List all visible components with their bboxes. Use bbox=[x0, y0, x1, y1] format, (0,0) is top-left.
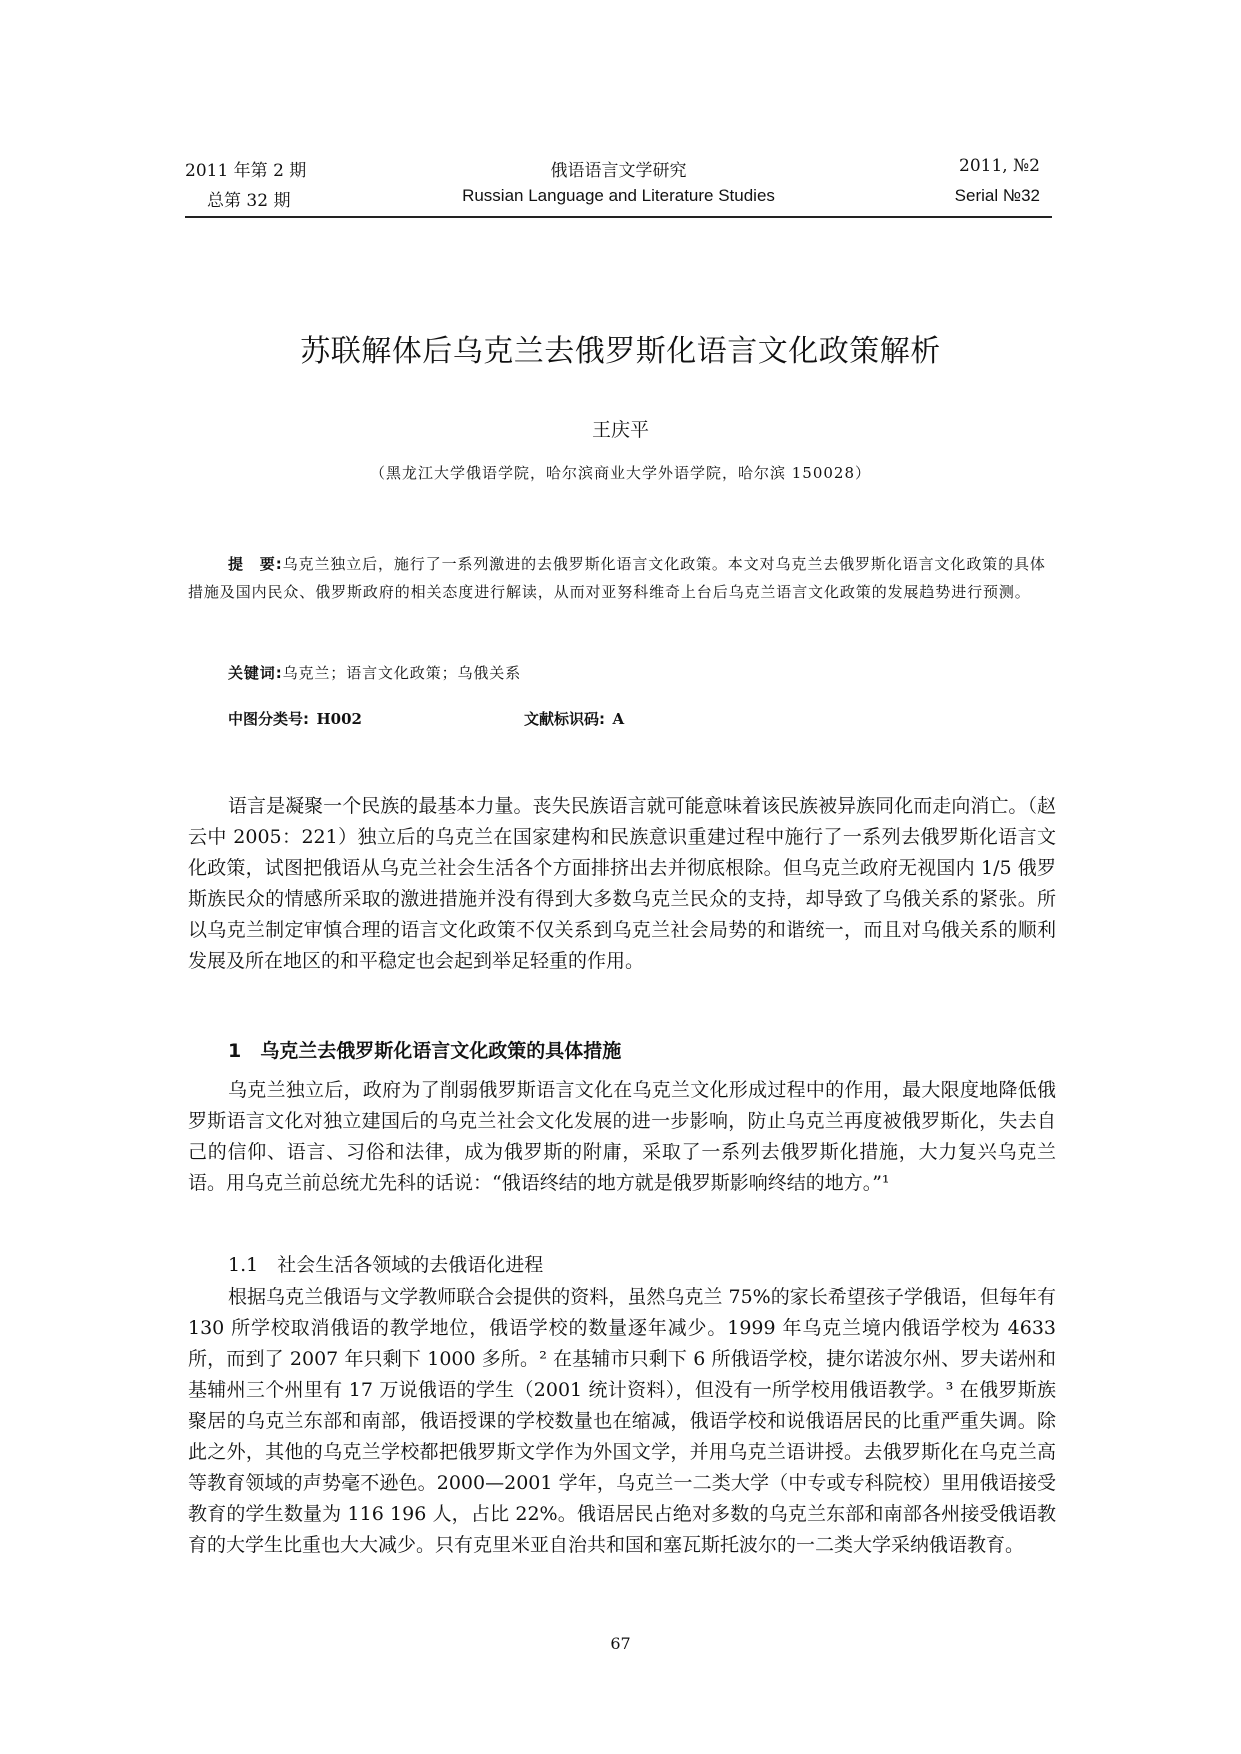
journal-header bbox=[185, 154, 1052, 218]
document-code bbox=[524, 708, 624, 729]
section-1-paragraph: 乌克兰独立后，政府为了削弱俄罗斯语言文化在乌克兰文化形成过程中的作用，最大限度地降低俄罗斯语言文化对独立建国后的乌克兰社会文化发展的进一步影响，防止乌克兰再度被俄罗斯化，失去自己的信仰、语言、习俗和法律，成为俄罗斯的附庸，采取了一系列去俄罗斯化措施，大力复兴乌克兰语。用乌克兰前总统尤先科的话说：“俄语终结的地方就是俄罗斯影响终结的地方。”¹ bbox=[188, 1079, 1056, 1194]
journal-name-en: Russian Language and Literature Studies bbox=[462, 186, 775, 205]
header-row-2 bbox=[185, 186, 1052, 216]
issue-cn: 2011 年第 2 期 bbox=[185, 161, 307, 181]
serial-cn: 总第 32 期 bbox=[207, 191, 291, 211]
issue-en: 2011, №2 bbox=[959, 156, 1040, 176]
serial-en: Serial №32 bbox=[954, 186, 1040, 205]
subsection-1-1-heading: 1.1 社会生活各领域的去俄语化进程 bbox=[228, 1254, 544, 1276]
subsection-1-1-paragraph: 根据乌克兰俄语与文学教师联合会提供的资料，虽然乌克兰 75%的家长希望孩子学俄语，但每年有 130 所学校取消俄语的教学地位，俄语学校的数量逐年减少。1999 年乌克兰境内俄语学校为 4633 所，而到了 2007 年只剩下 1000 多所。² 在基辅市只剩下 6 所俄语学校，捷尔诺波尔州、罗夫诺州和基辅州三个州里有 17 万说俄语的学生（2001 统计资料），但没有一所学校用俄语教学。³ 在俄罗斯族聚居的乌克兰东部和南部，俄语授课的学校数量也在缩减，俄语学校和说俄语居民的比重严重失调。除此之外，其他的乌克兰学校都把俄罗斯文学作为外国文学，并用乌克兰语讲授。去俄罗斯化在乌克兰高等教育领域的声势毫不逊色。2000—2001 学年，乌克兰一二类大学（中专或专科院校）里用俄语接受教育的学生数量为 116 196 人，占比 22%。俄语居民占绝对多数的乌克兰东部和南部各州接受俄语教育的大学生比重也大大减少。只有克里米亚自治共和国和塞瓦斯托波尔的一二类大学采纳俄语教育。 bbox=[188, 1286, 1056, 1556]
article-title: 苏联解体后乌克兰去俄罗斯化语言文化政策解析 bbox=[300, 334, 941, 370]
document-code-value: A bbox=[612, 710, 625, 728]
abstract-label: 提 要: bbox=[228, 555, 283, 573]
author-name: 王庆平 bbox=[591, 419, 649, 441]
clc-number bbox=[228, 708, 362, 729]
header-row-1 bbox=[185, 156, 1052, 186]
keywords bbox=[228, 662, 521, 683]
page-number: 67 bbox=[610, 1634, 631, 1653]
section-1-heading: 1 乌克兰去俄罗斯化语言文化政策的具体措施 bbox=[228, 1040, 622, 1062]
abstract bbox=[188, 550, 1056, 606]
journal-name-cn: 俄语语言文学研究 bbox=[550, 161, 687, 181]
keywords-text: 乌克兰；语言文化政策；乌俄关系 bbox=[282, 664, 522, 682]
document-code-label: 文献标识码: bbox=[524, 710, 605, 728]
clc-value: H002 bbox=[316, 710, 362, 728]
clc-label: 中图分类号: bbox=[228, 710, 309, 728]
abstract-text: 乌克兰独立后，施行了一系列激进的去俄罗斯化语言文化政策。本文对乌克兰去俄罗斯化语言文化政策的具体措施及国内民众、俄罗斯政府的相关态度进行解读，从而对亚努科维奇上台后乌克兰语言文化政策的发展趋势进行预测。 bbox=[188, 555, 1046, 601]
intro-paragraph: 语言是凝聚一个民族的最基本力量。丧失民族语言就可能意味着该民族被异族同化而走向消亡。（赵云中 2005：221）独立后的乌克兰在国家建构和民族意识重建过程中施行了一系列去俄罗斯化语言文化政策，试图把俄语从乌克兰社会生活各个方面排挤出去并彻底根除。但乌克兰政府无视国内 1/5 俄罗斯族民众的情感所采取的激进措施并没有得到大多数乌克兰民众的支持，却导致了乌俄关系的紧张。所以乌克兰制定审慎合理的语言文化政策不仅关系到乌克兰社会局势的和谐统一，而且对乌俄关系的顺利发展及所在地区的和平稳定也会起到举足轻重的作用。 bbox=[188, 795, 1056, 972]
keywords-label: 关键词: bbox=[228, 664, 283, 682]
author-affiliation: （黑龙江大学俄语学院，哈尔滨商业大学外语学院，哈尔滨 150028） bbox=[369, 464, 872, 482]
